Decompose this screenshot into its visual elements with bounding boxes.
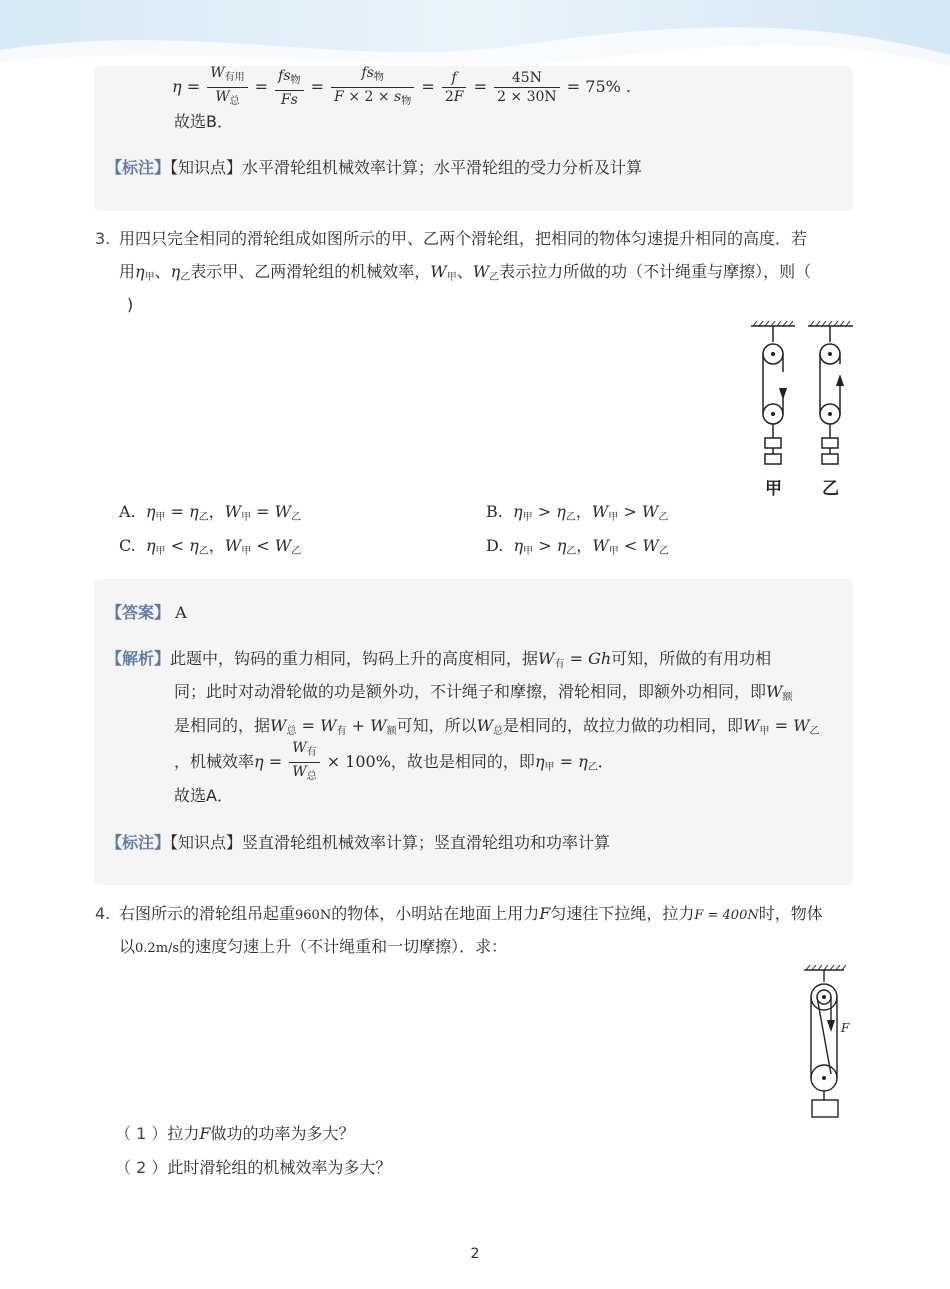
tag-text: 【知识点】水平滑轮组机械效率计算；水平滑轮组的受力分析及计算 [170,158,643,177]
answer-label: 【答案】 [106,603,171,622]
figure-label-yi: 乙 [822,479,839,499]
page-number: 2 [470,1246,480,1262]
q4-stem-line1: 右图所示的滑轮组吊起重960N的物体，小明站在地面上用力F匀速往下拉绳，拉力F = 400N时，物体 [119,904,823,923]
figure-label-jia: 甲 [765,479,782,499]
option-c[interactable]: C. $\eta_甲 < \eta_乙$，$W_甲 < W_乙$ [119,536,302,557]
tag-label: 【标注】 [106,833,171,852]
option-a[interactable]: A. $\eta_甲 = \eta_乙$，$W_甲 = W_乙$ [119,502,302,523]
q3-answer-line [106,602,187,624]
option-b[interactable]: B. $\eta_甲 > \eta_乙$，$W_甲 > W_乙$ [486,502,669,523]
q4-number: 4. [95,904,111,923]
q3-stem-line1: 用四只完全相同的滑轮组成如图所示的甲、乙两个滑轮组，把相同的物体匀速提升相同的高度．若 [119,229,808,248]
answer-value: A [175,603,187,622]
q3-analysis-line4: ，机械效率η = $\frac{W_有}{W_总}$ × 100%，故也是相同的，即$\eta_甲 = \eta_乙$． [174,740,614,782]
q3-analysis-line2: 同；此时对动滑轮做的功是额外功，不计绳子和摩擦，滑轮相同，即额外功相同，即$W_额$ [174,682,793,703]
q3-analysis-line3: 是相同的，据$W_总 = W_有 + W_额$可知，所以$W_总$是相同的，故拉力做的功相同，即$W_甲 = W_乙$ [174,716,820,737]
efficiency-formula: η = $\frac{W_{有用}}{W_总}$ = $\frac{fs_物}{Fs}$ = $\frac{fs_物}{F \times 2 \times s_物}$ = $\frac{f}{2F}$ = $\frac{45N}{2 \times 30N}$ = 75% . [172,65,632,108]
q3-stem-line2: 用$\eta_甲$、$\eta_乙$表示甲、乙两滑轮组的机械效率，$W_甲$、$W_乙$表示拉力所做的功（不计绳重与摩擦），则（ [119,262,812,283]
pulley-figure-jia-yi [745,318,860,500]
q4-sub2: （ 2 ）此时滑轮组的机械效率为多大？ [115,1158,392,1177]
prev-conclusion: 故选B． [174,112,233,131]
q3-tag-line [106,832,610,854]
q3-analysis-line5: 故选A． [174,786,233,805]
q3-stem-line3: ) [127,295,134,314]
option-d[interactable]: D. $\eta_甲 > \eta_乙$，$W_甲 < W_乙$ [486,536,669,557]
analysis-label: 【解析】 [106,649,171,668]
pulley-figure-q4 [800,962,860,1122]
tag-text: 【知识点】竖直滑轮组机械效率计算；竖直滑轮组功和功率计算 [170,833,611,852]
figure-label-F: F [841,1021,850,1035]
q4-sub1: （ 1 ）拉力F做功的功率为多大？ [115,1124,355,1143]
q3-number: 3. [95,229,111,248]
q3-analysis-line1: 【解析】此题中，钩码的重力相同，钩码上升的高度相同，据$W_有 = Gh$可知，所做的有用功相 [106,649,772,670]
prev-tag-line [106,157,642,179]
q4-stem-line2: 以0.2m/s的速度匀速上升（不计绳重和一切摩擦）．求： [119,937,508,956]
tag-label: 【标注】 [106,158,171,177]
